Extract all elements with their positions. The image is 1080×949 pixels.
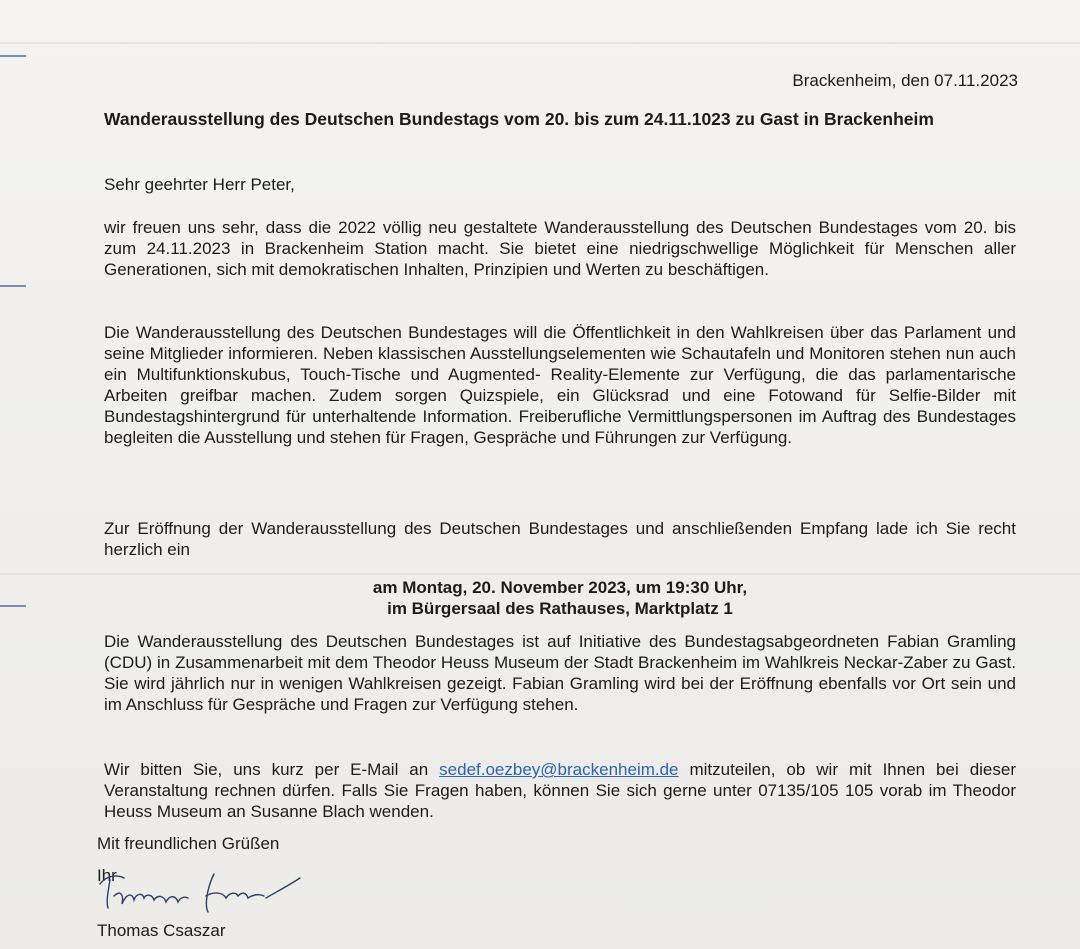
- paragraph-initiative: Die Wanderausstellung des Deutschen Bundestages ist auf Initiative des Bundestagsabgeordneten Fabian Gramling (CDU) in Zusammenarbeit mit dem Theodor Heuss Museum der Stadt Brackenheim im Wahlkreis Neckar-Zaber zu Gast. Sie wird jährlich nur in wenigen Wahlkreisen gezeigt. Fabian Gramling wird bei der Eröffnung ebenfalls vor Ort sein und im Anschluss für Gespräche und Fragen zur Verfügung stehen.: [104, 632, 1016, 714]
- letter-subject: Wanderausstellung des Deutschen Bundestags vom 20. bis zum 24.11.1023 zu Gast in Brackenheim: [104, 109, 934, 129]
- rsvp-text-end: mitzuteilen, ob wir mit Ihnen bei dieser Veranstaltung rechnen dürfen. Falls Sie Fragen haben, können Sie sich gerne unter 07135/105 105 vorab im Theodor Heuss Museum an Susanne Blach wenden.: [104, 760, 1016, 821]
- event-date-time: am Montag, 20. November 2023, um 19:30 Uhr,: [372, 578, 748, 597]
- letter-date: Brackenheim, den 07.11.2023: [792, 71, 1018, 90]
- closing-prefix: Ihr: [97, 866, 117, 885]
- paragraph-intro: wir freuen uns sehr, dass die 2022 völlig neu gestaltete Wanderausstellung des Deutschen Bundestages vom 20. bis zum 24.11.2023 in Brackenheim Station macht. Sie bietet eine niedrigschwellige Möglichkeit für Menschen aller Generationen, sich mit demokratischen Inhalten, Prinzipien und Werten zu beschäftigen.: [104, 218, 1016, 279]
- letter-greeting: Sehr geehrter Herr Peter,: [104, 175, 295, 194]
- handwritten-signature: [96, 864, 306, 926]
- email-link[interactable]: sedef.oezbey@brackenheim.de: [439, 760, 679, 779]
- signer-name: Thomas Csaszar: [97, 921, 226, 940]
- event-location: im Bürgersaal des Rathauses, Marktplatz 1: [387, 599, 733, 618]
- closing-phrase: Mit freundlichen Grüßen: [97, 834, 280, 853]
- rsvp-text-start: Wir bitten Sie, uns kurz per E-Mail an: [104, 760, 440, 779]
- paragraph-rsvp: [104, 759, 1016, 822]
- paragraph-exhibition: Die Wanderausstellung des Deutschen Bundestages will die Öffentlichkeit in den Wahlkreisen über das Parlament und seine Mitglieder informieren. Neben klassischen Ausstellungselementen wie Schautafeln und Monitoren stehen nun auch ein Multifunktionskubus, Touch-Tische und Augmented- Reality-Elemente zur Verfügung, die das parlamentarische Arbeiten greifbar machen. Zudem sorgen Quizspiele, ein Glücksrad und eine Fotowand für Selfie-Bilder mit Bundestagshintergrund für unterhaltende Information. Freiberufliche Vermittlungspersonen im Auftrag des Bundestages begleiten die Ausstellung und stehen für Fragen, Gespräche und Führungen zur Verfügung.: [104, 323, 1016, 447]
- paragraph-invitation: Zur Eröffnung der Wanderausstellung des Deutschen Bundestages und anschließenden Empfang lade ich Sie recht herzlich ein: [104, 519, 1016, 559]
